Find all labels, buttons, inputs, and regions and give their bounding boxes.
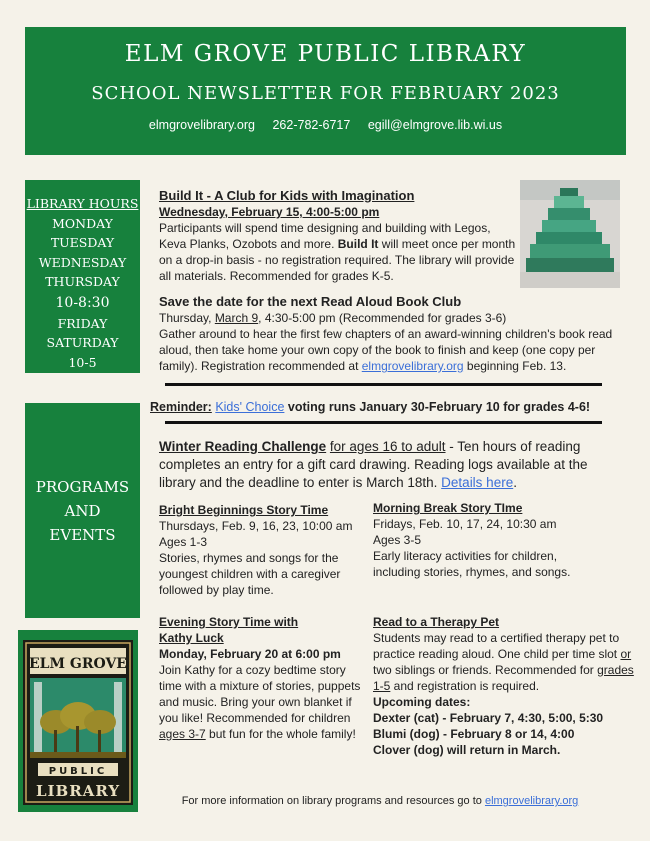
footer-link[interactable]: elmgrovelibrary.org [484, 795, 579, 807]
evening-title-2: Kathy Luck [159, 631, 224, 645]
morning-break-section [373, 500, 593, 580]
programs-events-box [25, 403, 140, 618]
upcoming-dates-label: Upcoming dates: [373, 695, 471, 709]
contact-line [25, 118, 626, 132]
logo-text-elm-grove: ELM GROVE [29, 656, 127, 672]
reminder-line [150, 400, 630, 414]
read-aloud-body: Gather around to hear the first few chapters of an award-winning children's book read aloud, then take home your own copy of the book to finish and keep (one copy per family). Registration recommended at elmgrovelibrary.org beginning Feb. 13. [159, 327, 613, 373]
morning-when: Fridays, Feb. 10, 17, 24, 10:30 am [373, 517, 557, 531]
build-it-title: Build It - A Club for Kids with Imagination [159, 188, 415, 203]
morning-body: Early literacy activities for children, including stories, rhymes, and songs. [373, 549, 571, 579]
library-hours-box [25, 180, 140, 373]
divider-line [165, 383, 602, 386]
evening-story-section [159, 614, 364, 742]
library-logo-box [18, 630, 138, 812]
registration-link[interactable]: elmgrovelibrary.org [361, 359, 464, 373]
newsletter-subtitle: SCHOOL NEWSLETTER FOR FEBRUARY 2023 [91, 83, 560, 104]
reminder-label: Reminder: [150, 400, 212, 414]
winter-title: Winter Reading Challenge [159, 439, 327, 454]
kids-choice-link[interactable]: Kids' Choice [215, 400, 285, 414]
hours-heading: LIBRARY HOURS [26, 196, 139, 211]
therapy-body: Students may read to a certified therapy pet to practice reading aloud. One child per time slot or two siblings or friends. Recommended for grades 1-5 and registration is required. [373, 631, 634, 693]
hours-day: TUESDAY [50, 235, 115, 250]
hours-day: MONDAY [52, 215, 113, 231]
build-it-date: Wednesday, February 15, 4:00-5:00 pm [159, 205, 380, 219]
therapy-date: Dexter (cat) - February 7, 4:30, 5:00, 5:30 [373, 711, 604, 725]
evening-date: Monday, February 20 at 6:00 pm [159, 647, 341, 661]
bright-beginnings-section [159, 502, 364, 598]
logo-text-public: PUBLIC [48, 766, 108, 777]
morning-ages: Ages 3-5 [373, 533, 422, 547]
programs-label: PROGRAMS [35, 477, 130, 496]
bright-ages: Ages 1-3 [159, 535, 208, 549]
read-aloud-section [159, 294, 619, 374]
bright-title: Bright Beginnings Story Time [159, 503, 329, 517]
read-aloud-title: Save the date for the next Read Aloud Book Club [159, 294, 462, 309]
programs-label: EVENTS [49, 525, 116, 544]
therapy-date: Blumi (dog) - February 8 or 14, 4:00 [373, 727, 575, 741]
details-link[interactable]: Details here [441, 475, 514, 490]
evening-title-1: Evening Story Time with [159, 615, 299, 629]
footer [0, 795, 650, 807]
elm-grove-logo [18, 630, 138, 812]
lego-building-photo [520, 180, 620, 288]
hours-day: SATURDAY [46, 335, 119, 350]
hours-day: FRIDAY [57, 315, 108, 331]
bright-when: Thursdays, Feb. 9, 16, 23, 10:00 am [159, 519, 353, 533]
newsletter-header [25, 27, 626, 155]
therapy-pet-section [373, 614, 635, 758]
morning-title: Morning Break Story TIme [373, 501, 523, 515]
footer-text: For more information on library programs and resources go to [181, 795, 485, 807]
hours-day: THURSDAY [45, 274, 120, 289]
winter-ages: for ages 16 to adult [329, 439, 446, 454]
read-aloud-date: Thursday, March 9, 4:30-5:00 pm (Recommended for grades 3-6) [159, 311, 507, 325]
build-it-section [159, 188, 519, 284]
reminder-text: voting runs January 30-February 10 for grades 4-6! [284, 400, 591, 414]
build-it-body: Participants will spend time designing and building with Legos, Keva Planks, Ozobots and more. Build It will meet once per month on a drop-in basis - no registration required. The library will provide all materials. Recommended for grades K-5. [159, 221, 516, 283]
winter-reading-section: Winter Reading Challenge for ages 16 to adult - Ten hours of reading completes an entry for a gift card drawing. Reading logs available at the library and the deadline to enter is March 18th. Details here. [159, 439, 588, 490]
therapy-date: Clover (dog) will return in March. [373, 743, 561, 757]
phone-number: 262-782-6717 [272, 118, 351, 132]
website-link[interactable]: elmgrovelibrary.org [148, 118, 255, 132]
programs-label: AND [64, 501, 101, 520]
divider-line [165, 421, 602, 424]
email-link[interactable]: egill@elmgrove.lib.wi.us [367, 118, 503, 132]
logo-text-library: LIBRARY [35, 782, 121, 800]
bright-body: Stories, rhymes and songs for the youngest children with a caregiver followed by play time. [159, 551, 341, 597]
library-title: ELM GROVE PUBLIC LIBRARY [124, 41, 527, 67]
hours-time: 10-5 [68, 354, 97, 370]
therapy-title: Read to a Therapy Pet [373, 615, 500, 629]
hours-time: 10-8:30 [55, 294, 110, 311]
evening-body: Join Kathy for a cozy bedtime story time with a mixture of stories, puppets and music. Bring your own blanket if you like! Recommended for children ages 3-7 but fun for the whole family! [159, 663, 361, 741]
hours-day: WEDNESDAY [38, 254, 127, 270]
